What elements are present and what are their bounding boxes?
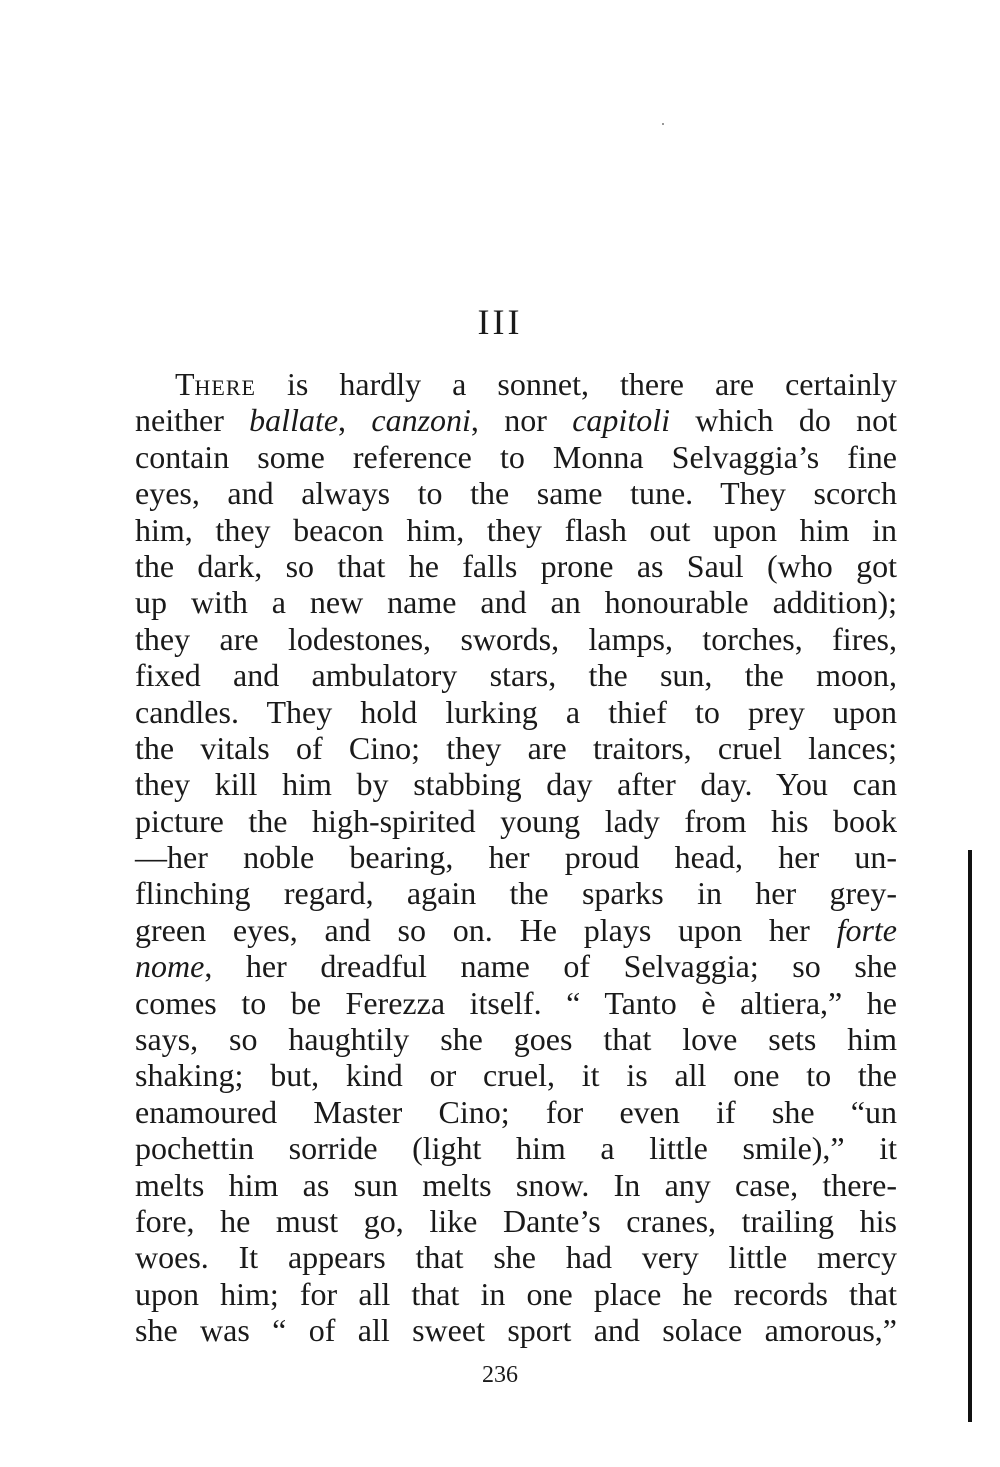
text-line [135,402,897,438]
text-line: the vitals of Cino; they are traitors, cruel lances; [135,729,897,766]
lead-small-caps: here [194,366,256,402]
text-line: woes. It appears that she had very little mercy [135,1239,897,1276]
italic-term: nome [135,948,205,985]
text-line: fixed and ambulatory stars, the sun, the moon, [135,657,897,694]
text-line: the dark, so that he falls prone as Saul (who got [135,547,897,584]
text-line: melts him as sun melts snow. In any case, there- [135,1166,897,1203]
lead-capital: T [175,366,195,402]
text-line: says, so haughtily she goes that love sets him [135,1021,897,1058]
italic-term: capitoli [572,402,670,439]
line-text: green eyes, and so on. He plays upon her [135,911,837,948]
text-line [135,912,897,948]
line-text: , nor [470,402,573,439]
margin-rule [968,850,972,1422]
text-line: they are lodestones, swords, lamps, torches, fires, [135,620,897,657]
text-line: up with a new name and an honourable addition); [135,584,897,621]
text-line: enamoured Master Cino; for even if she “un [135,1093,897,1130]
chapter-heading: III [477,302,523,342]
text-line: him, they beacon him, they flash out upon him in [135,511,897,548]
page-number: 236 [482,1362,518,1388]
line-text: is hardly a sonnet, there are certainly [256,366,897,402]
text-line: shaking; but, kind or cruel, it is all one to the [135,1057,897,1094]
text-line [135,366,897,402]
text-line: upon him; for all that in one place he records that [135,1275,897,1312]
text-line [135,948,897,984]
text-line: comes to be Ferezza itself. “ Tanto è altiera,” he [135,984,897,1021]
text-line: she was “ of all sweet sport and solace amorous,” [135,1312,897,1349]
text-line: pochettin sorride (light him a little smile),” it [135,1130,897,1167]
text-line: eyes, and always to the same tune. They scorch [135,475,897,512]
text-line: they kill him by stabbing day after day. You can [135,766,897,803]
line-text: neither [135,402,250,439]
text-line: fore, he must go, like Dante’s cranes, trailing his [135,1202,897,1239]
italic-term: ballate [249,402,339,439]
line-text: which do not [669,402,898,439]
italic-term: canzoni [371,402,471,439]
text-line: —her noble bearing, her proud head, her un- [135,839,897,876]
text-line: picture the high-spirited young lady from his book [135,802,897,839]
italic-term: forte [836,911,897,948]
body-paragraph [135,366,897,1349]
line-text: , [338,402,372,439]
line-text: , her dreadful name of Selvaggia; so she [204,948,897,985]
text-line: candles. They hold lurking a thief to prey upon [135,693,897,730]
text-line: flinching regard, again the sparks in her grey- [135,875,897,912]
paper-speck [662,123,664,125]
text-line: contain some reference to Monna Selvaggia’s fine [135,438,897,475]
